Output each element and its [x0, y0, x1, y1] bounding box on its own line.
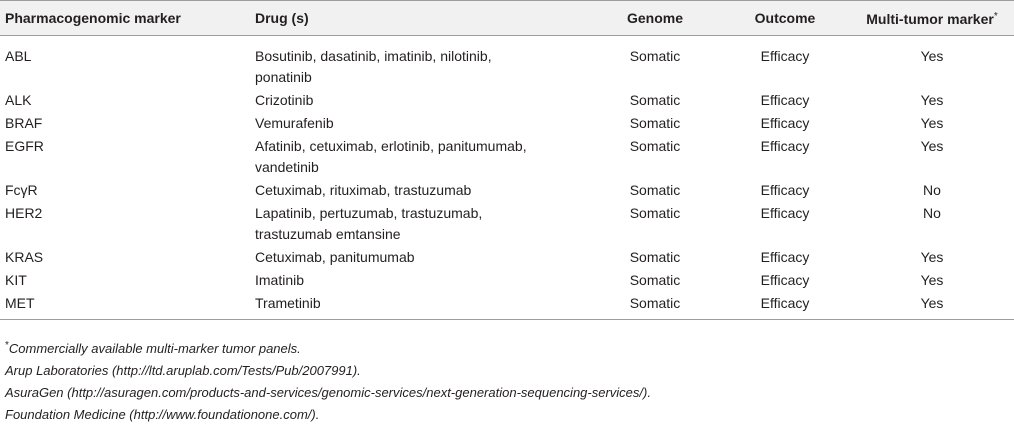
header-multi-footnote-mark: *	[993, 11, 998, 22]
drug-line: Cetuximab, rituximab, trastuzumab	[255, 182, 472, 198]
cell-genome: Somatic	[629, 182, 681, 198]
cell-marker: KRAS	[5, 249, 44, 265]
drug-line: Lapatinib, pertuzumab, trastuzumab,	[255, 205, 483, 221]
cell-outcome: Efficacy	[760, 92, 810, 108]
cell-drugs	[250, 270, 590, 293]
cell-outcome: Efficacy	[720, 293, 850, 320]
header-drug: Drug (s)	[250, 1, 590, 36]
cell-multi-tumor-marker: No	[923, 205, 941, 221]
drug-line: Bosutinib, dasatinib, imatinib, nilotinib,	[255, 48, 492, 64]
cell-drugs	[250, 113, 590, 136]
table-row	[0, 293, 1014, 320]
footnote-star-symbol: *	[5, 340, 9, 351]
cell-genome: Somatic	[629, 92, 681, 108]
drug-line: Afatinib, cetuximab, erlotinib, panitumumab,	[255, 138, 527, 154]
cell-drugs	[250, 203, 590, 247]
footnote-line: AsuraGen (http://asuragen.com/products-and-services/genomic-services/next-generation-sequencing-services/).	[5, 385, 651, 400]
table-row	[0, 90, 1014, 113]
table-row	[0, 270, 1014, 293]
cell-outcome: Efficacy	[760, 115, 810, 131]
cell-multi-tumor-marker: No	[923, 182, 941, 198]
footnote-line: Foundation Medicine (http://www.foundationone.com/).	[5, 407, 320, 422]
drug-line: ponatinib	[255, 69, 312, 85]
drug-line: Cetuximab, panitumumab	[255, 249, 415, 265]
cell-marker: KIT	[5, 272, 27, 288]
cell-marker: BRAF	[5, 115, 43, 131]
cell-multi-tumor-marker: Yes	[920, 138, 944, 154]
cell-multi-tumor-marker: Yes	[920, 115, 944, 131]
cell-drugs	[250, 90, 590, 113]
cell-outcome: Efficacy	[760, 182, 810, 198]
cell-genome: Somatic	[590, 293, 720, 320]
cell-multi-tumor-marker: Yes	[920, 48, 944, 64]
cell-multi-tumor-marker: Yes	[920, 272, 944, 288]
cell-multi-tumor-marker: Yes	[850, 293, 1014, 320]
cell-drugs	[250, 293, 590, 320]
cell-drugs	[250, 136, 590, 180]
cell-multi-tumor-marker: Yes	[920, 92, 944, 108]
cell-outcome: Efficacy	[760, 138, 810, 154]
drug-line: vandetinib	[255, 159, 319, 175]
table-row	[0, 247, 1014, 270]
cell-drugs	[250, 180, 590, 203]
drug-line: Trametinib	[255, 295, 321, 311]
cell-outcome: Efficacy	[760, 48, 810, 64]
cell-marker: FcγR	[5, 182, 38, 198]
cell-outcome: Efficacy	[760, 272, 810, 288]
drug-line: Imatinib	[255, 272, 305, 288]
table-row	[0, 136, 1014, 180]
footnote-line: Arup Laboratories (http://ltd.aruplab.com/Tests/Pub/2007991).	[5, 363, 361, 378]
cell-marker: ABL	[5, 48, 32, 64]
header-row	[0, 1, 1014, 36]
table-row	[0, 203, 1014, 247]
cell-genome: Somatic	[629, 205, 681, 221]
cell-outcome: Efficacy	[760, 205, 810, 221]
footnote-star-text: Commercially available multi-marker tumor panels.	[8, 341, 301, 356]
cell-genome: Somatic	[629, 272, 681, 288]
table-row	[0, 36, 1014, 91]
drug-line: Vemurafenib	[255, 115, 334, 131]
cell-genome: Somatic	[629, 249, 681, 265]
table-footnotes	[5, 335, 1005, 426]
cell-genome: Somatic	[629, 138, 681, 154]
cell-genome: Somatic	[629, 48, 681, 64]
cell-marker: EGFR	[5, 138, 44, 154]
cell-drugs	[250, 36, 590, 91]
header-outcome: Outcome	[720, 1, 850, 36]
table-row	[0, 180, 1014, 203]
cell-marker: MET	[0, 293, 250, 320]
cell-multi-tumor-marker: Yes	[920, 249, 944, 265]
table-header	[0, 1, 1014, 36]
footnote-star	[5, 335, 1005, 360]
header-multi-tumor-marker	[850, 1, 1014, 36]
cell-marker: ALK	[5, 92, 32, 108]
cell-outcome: Efficacy	[760, 249, 810, 265]
table-body	[0, 36, 1014, 320]
cell-genome: Somatic	[629, 115, 681, 131]
header-marker: Pharmacogenomic marker	[0, 1, 250, 36]
header-genome: Genome	[590, 1, 720, 36]
drug-line: trastuzumab emtansine	[255, 226, 401, 242]
header-multi-label: Multi-tumor marker	[866, 11, 994, 27]
table-row	[0, 113, 1014, 136]
cell-drugs	[250, 247, 590, 270]
cell-marker: HER2	[5, 205, 43, 221]
drug-line: Crizotinib	[255, 92, 314, 108]
